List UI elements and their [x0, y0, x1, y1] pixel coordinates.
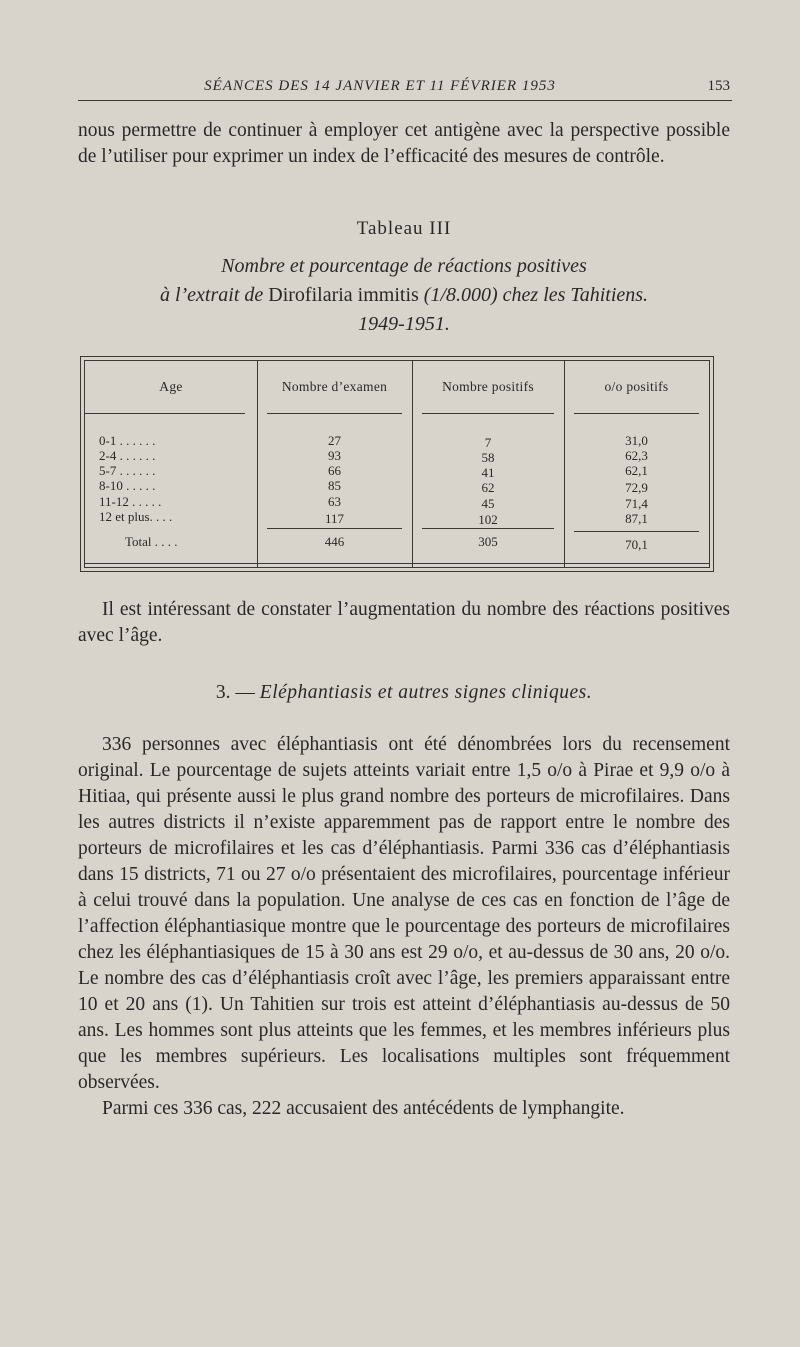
post-table-paragraph: [78, 597, 730, 649]
table-label: Tableau III: [356, 218, 452, 239]
table-cell-examined: 63: [328, 494, 341, 509]
section-title: Eléphantiasis et autres signes cliniques.: [259, 682, 593, 703]
table-cell-positive: 102: [478, 512, 498, 527]
table-cell-percent: 31,0: [625, 433, 648, 448]
main-paragraph: 336 personnes avec éléphantiasis ont été dénombrées lors du recensement original. Le pourcentage de sujets atteints variait entre 1,5 o/o à Pirae et 9,9 o/o à Hitiaa, qui présente aussi le plus grand nombre des porteurs de microfilaires. Dans les autres districts il n’existe apparemment pas de rapport entre le nombre des porteurs de microfilaires et les cas d’éléphantiasis. Parmi 336 cas d’éléphantiasis dans 15 districts, 71 ou 27 o/o présentaient des microfilaires, pourcentage inférieur à celui trouvé dans la population. Une analyse de ces cas en fonction de l’âge de l’affection éléphantiasique montre que le pourcentage des porteurs de microfilaires chez les éléphantiasiques de 15 à 30 ans est 29 o/o, et au-dessus de 30 ans, 20 o/o. Le nombre des cas d’éléphantiasis croît avec l’âge, les premiers apparaissant entre 10 et 20 ans (1). Un Tahitien sur trois est atteint d’éléphantiasis au-dessus de 50 ans. Les hommes sont plus atteints que les femmes, et les membres inférieurs plus que les membres supérieurs. Les localisations multiples sont fréquemment observées.: [78, 734, 730, 1093]
intro-paragraph-text: nous permettre de continuer à employer cet antigène avec la perspective possible de l’utiliser pour exprimer un index de l’efficacité des mesures de contrôle.: [78, 120, 730, 167]
caption-post: (1/8.000) chez les Tahitiens.: [423, 284, 649, 306]
table-bottom-rule: [85, 563, 709, 564]
header-rule: [574, 413, 699, 414]
table-cell-positive: 45: [481, 496, 495, 511]
caption-species: Dirofilaria immitis: [268, 284, 419, 306]
data-table: [80, 356, 714, 572]
caption-line-2: [78, 281, 730, 310]
table-cell-examined: 66: [328, 463, 341, 478]
running-title: SÉANCES DES 14 JANVIER ET 11 FÉVRIER 1953: [204, 78, 556, 94]
section-number: 3. —: [215, 682, 255, 703]
running-header: [78, 76, 732, 101]
header-rule: [267, 413, 402, 414]
main-text: [78, 732, 730, 1122]
column-header-positive: Nombre positifs: [442, 379, 534, 394]
header-rule: [422, 413, 554, 414]
last-paragraph: Parmi ces 336 cas, 222 accusaient des antécédents de lymphangite.: [102, 1098, 625, 1119]
table-row-age: 8-10 . . . . .: [99, 478, 156, 493]
table-cell-percent: 71,4: [625, 496, 648, 511]
caption-pre: à l’extrait de: [159, 284, 264, 306]
table-cell-examined: 85: [328, 478, 341, 493]
total-positive: 305: [478, 534, 498, 549]
table-row-age: 2-4 . . . . . .: [99, 448, 156, 463]
header-rule: [85, 413, 245, 414]
table-row-age: 0-1 . . . . . .: [99, 433, 156, 448]
total-rule: [574, 531, 699, 532]
total-examined: 446: [324, 534, 345, 549]
table-cell-positive: 7: [484, 435, 492, 450]
caption-line-1: Nombre et pourcentage de réactions positives: [221, 255, 587, 277]
total-percent: 70,1: [625, 537, 648, 552]
section-heading: [78, 682, 730, 704]
table-cell-percent: 62,3: [625, 448, 648, 463]
total-rule: [422, 528, 554, 529]
table-cell-percent: 62,1: [625, 463, 648, 478]
table-cell-examined: 93: [328, 448, 341, 463]
table-cell-positive: 58: [481, 450, 495, 465]
table-cell-examined: 27: [328, 433, 341, 448]
table-cell-percent: 72,9: [625, 480, 648, 495]
page-number: 153: [707, 78, 730, 94]
table-cell-percent: 87,1: [625, 511, 648, 526]
column-header-examined: Nombre d’examen: [281, 379, 388, 394]
table-inner-frame: [84, 360, 710, 568]
total-rule: [267, 528, 402, 529]
table-row-age: 5-7 . . . . . .: [99, 463, 156, 478]
table-row-age: 11-12 . . . . .: [99, 494, 162, 509]
intro-paragraph: [78, 118, 730, 170]
table-cell-positive: 41: [481, 465, 495, 480]
total-label: Total . . . .: [125, 534, 178, 549]
column-header-age: Age: [159, 379, 183, 394]
table-caption: [78, 252, 730, 339]
table-cell-positive: 62: [481, 480, 495, 495]
caption-line-3: 1949-1951.: [358, 313, 450, 335]
post-table-paragraph-text: Il est intéressant de constater l’augmentation du nombre des réactions positives avec l’âge.: [78, 599, 730, 646]
table-row-age: 12 et plus. . . .: [99, 509, 173, 524]
column-header-percent: o/o positifs: [604, 379, 669, 394]
table-cell-examined: 117: [324, 511, 345, 526]
